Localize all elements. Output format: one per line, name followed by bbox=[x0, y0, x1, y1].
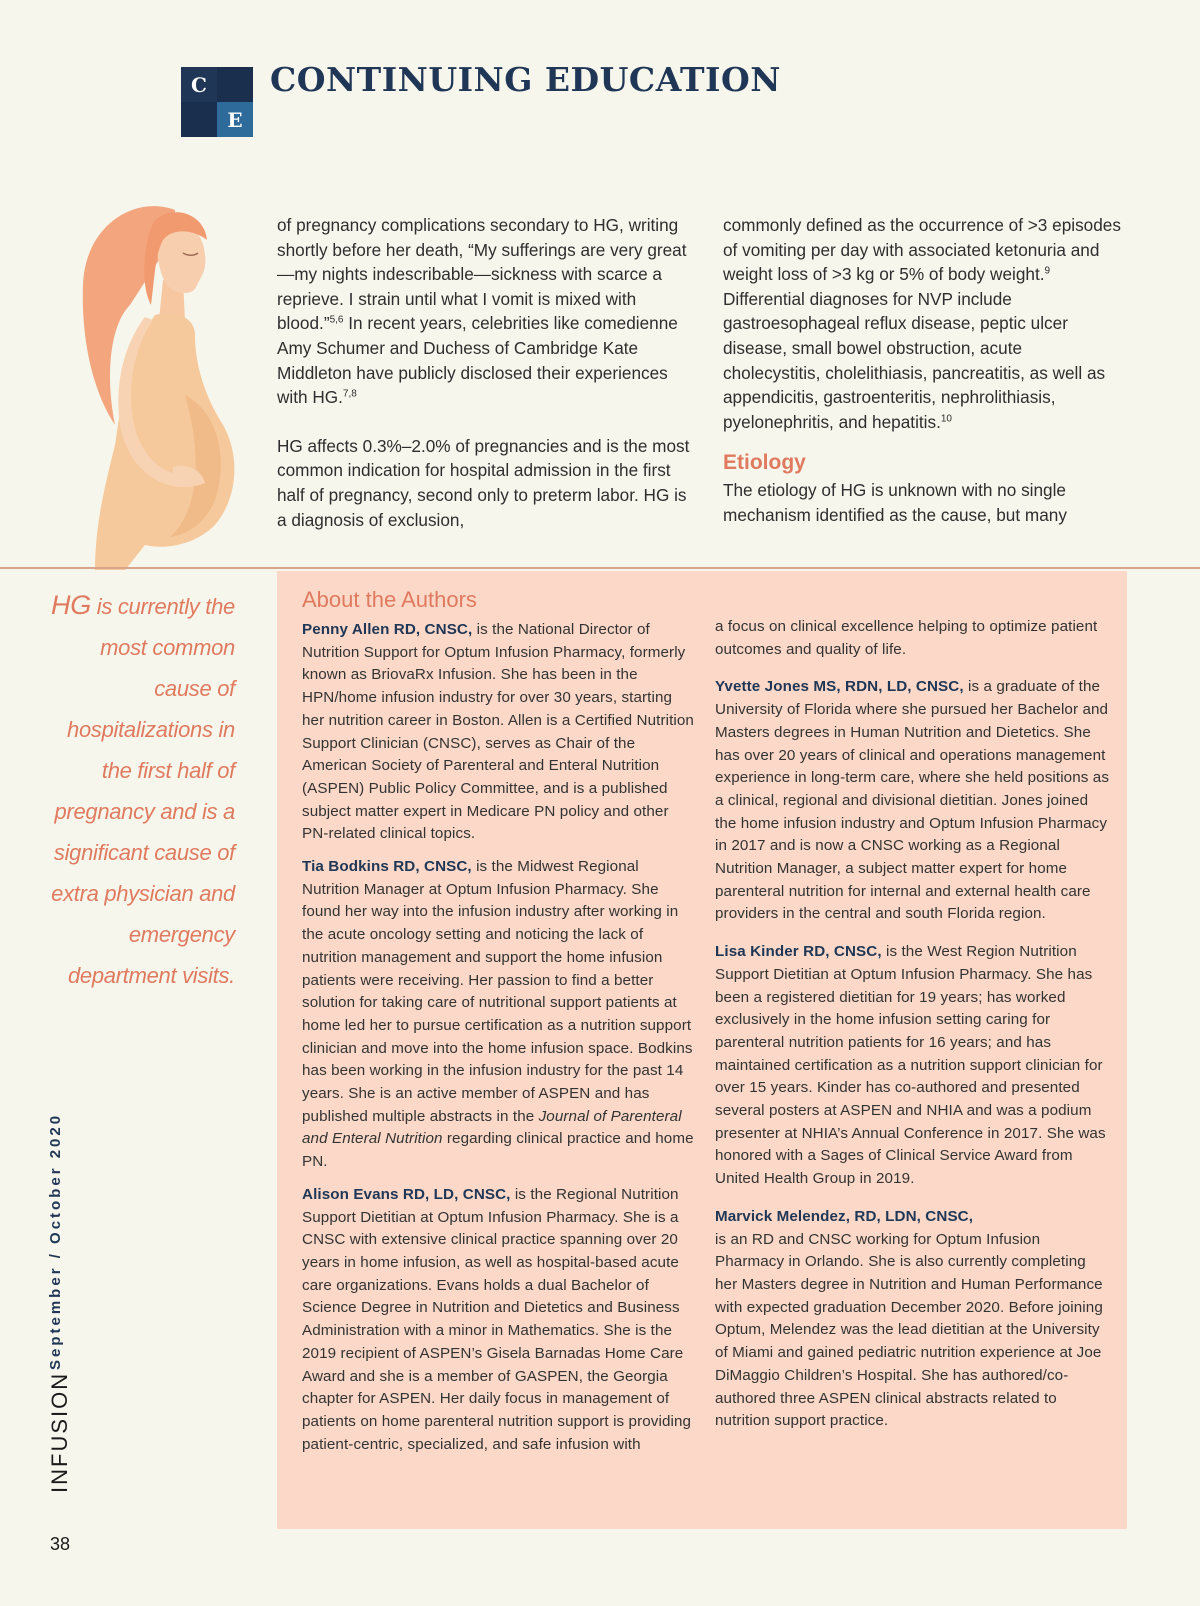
article-column-left bbox=[277, 213, 692, 556]
paragraph-text: In recent years, celebrities like comedienne Amy Schumer and Duchess of Cambridge Kate Middleton have publicly disclosed their experiences with HG. bbox=[277, 313, 678, 408]
author-name: Alison Evans RD, LD, CNSC, bbox=[302, 1185, 511, 1203]
authors-column-left bbox=[302, 619, 697, 1466]
author-bio-text: is the Regional Nutrition Support Dietitian at Optum Infusion Pharmacy. She is a CNSC with extensive clinical practice spanning over 20 years in home infusion, as well as hospital-based acute care organizations. Evans holds a dual Bachelor of Science Degree in Nutrition and Dietetics and Business Administration with a minor in Mathematics. She is the 2019 recipient of ASPEN’s Gisela Barnadas Home Care Award and she is a member of GASPEN, the Georgia chapter for ASPEN. Her daily focus in management of patients on home parenteral nutrition support is providing patient-centric, specialized, and safe infusion with bbox=[302, 1185, 692, 1453]
logo-letter-e: E bbox=[217, 102, 253, 137]
author-bio bbox=[302, 1184, 697, 1456]
pull-quote bbox=[40, 585, 235, 996]
article-paragraph bbox=[723, 213, 1123, 434]
author-bio-text: is an RD and CNSC working for Optum Infusion Pharmacy in Orlando. She is also currently completing her Masters degree in Nutrition and Human Performance with expected graduation December 2020. Before joining Optum, Melendez was the lead dietitian at the University of Miami and gained pediatric nutrition experience at Joe DiMaggio Children’s Hospital. She has authored/co-authored three ASPEN clinical abstracts related to nutrition support practice. bbox=[715, 1230, 1103, 1430]
author-name: Tia Bodkins RD, CNSC, bbox=[302, 858, 472, 876]
paragraph-text: commonly defined as the occurrence of >3 episodes of vomiting per day with associated ketonuria and weight loss of >3 kg or 5% of body weight. bbox=[723, 215, 1121, 285]
section-title: CONTINUING EDUCATION bbox=[270, 60, 781, 99]
author-bio-continued: a focus on clinical excellence helping to optimize patient outcomes and quality of life. bbox=[715, 618, 1098, 658]
logo-letter-c: C bbox=[181, 67, 217, 102]
ce-logo bbox=[181, 67, 253, 138]
logo-block bbox=[217, 67, 253, 102]
author-bio bbox=[715, 941, 1110, 1191]
article-paragraph bbox=[277, 213, 692, 410]
magazine-logo: INFUSION bbox=[47, 1371, 72, 1493]
paragraph-text: Differential diagnoses for NVP include gastroesophageal reflux disease, peptic ulcer disease, small bowel obstruction, acute cholecystitis, cholelithiasis, pancreatitis, as well as appendicitis, gastroenteritis, nephrolithiasis, pyelonephritis, and hepatitis. bbox=[723, 288, 1106, 432]
logo-block bbox=[181, 102, 217, 137]
author-bio bbox=[715, 676, 1110, 926]
horizontal-divider bbox=[0, 567, 1200, 569]
page-number: 38 bbox=[50, 1534, 71, 1554]
author-bio-text: is the West Region Nutrition Support Dietitian at Optum Infusion Pharmacy. She has been a registered dietitian for 19 years; has worked exclusively in the home infusion setting caring for parenteral nutrition patients for 16 years; and has maintained certification as a nutrition support clinician for over 15 years. Kinder has co-authored and presented several posters at ASPEN and NHIA and was a podium presenter at NHIA’s Annual Conference in 2017. She was honored with a Sages of Clinical Service Award from United Health Group in 2019. bbox=[715, 943, 1106, 1188]
author-bio-text: regarding clinical practice and home PN. bbox=[302, 1130, 694, 1171]
author-bio-text: is the Midwest Regional Nutrition Manager at Optum Infusion Pharmacy. She found her way into the infusion industry after working in the acute oncology setting and noticing the lack of nutrition management and support the home infusion patients were receiving. Her passion to find a better solution for taking care of nutritional support patients at home led her to pursue certification as a nutrition support clinician and move into the home infusion space. Bodkins has been working in the infusion industry for the past 14 years. She is an active member of ASPEN and has published multiple abstracts in the bbox=[302, 858, 693, 1125]
author-name: Yvette Jones MS, RDN, LD, CNSC, bbox=[715, 678, 964, 696]
reference-superscript: 9 bbox=[1044, 265, 1051, 277]
author-bio bbox=[302, 856, 697, 1174]
about-authors-title: About the Authors bbox=[302, 587, 477, 612]
etiology-heading: Etiology bbox=[723, 451, 806, 475]
reference-superscript: 10 bbox=[940, 413, 952, 425]
author-name: Penny Allen RD, CNSC, bbox=[302, 621, 473, 638]
article-column-right bbox=[723, 213, 1123, 552]
paragraph-text: of pregnancy complications secondary to HG, writing shortly before her death, “My sufferings are very great—my nights indescribable—sickness with scarce a reprieve. I strain until what I vomit is mixed with blood.” bbox=[277, 215, 687, 334]
article-paragraph: The etiology of HG is unknown with no single mechanism identified as the cause, but many bbox=[723, 480, 1067, 525]
author-bio bbox=[715, 1206, 1110, 1433]
reference-superscript: 5,6 bbox=[329, 314, 344, 326]
reference-superscript: 7,8 bbox=[342, 388, 357, 400]
author-name: Marvick Melendez, RD, LDN, CNSC, bbox=[715, 1207, 974, 1225]
pull-quote-text: is currently the most common cause of hospitalizations in the first half of pregnancy and is a significant cause of extra physician and emergency department visits. bbox=[51, 594, 235, 988]
issue-date: September / October 2020 bbox=[47, 1112, 64, 1370]
article-paragraph: HG affects 0.3%–2.0% of pregnancies and is the most common indication for hospital admission in the first half of pregnancy, second only to preterm labor. HG is a diagnosis of exclusion, bbox=[277, 435, 690, 530]
authors-column-right bbox=[715, 616, 1110, 1448]
pregnant-woman-illustration bbox=[55, 195, 245, 570]
author-name: Lisa Kinder RD, CNSC, bbox=[715, 943, 882, 961]
pull-quote-lead: HG bbox=[51, 590, 91, 620]
author-bio-text: is a graduate of the University of Florida where she pursued her Bachelor and Masters degrees in Human Nutrition and Dietetics. She has over 20 years of clinical and operations management experience in long-term care, where she held positions as a clinical, regional and divisional dietitian. Jones joined the home infusion industry and Optum Infusion Pharmacy in 2017 and is now a CNSC working as a Regional Nutrition Manager, a subject matter expert for home parenteral nutrition for internal and external health care providers in the central and south Florida region. bbox=[715, 678, 1110, 923]
author-bio-text: is the National Director of Nutrition Support for Optum Infusion Pharmacy, formerly known as BriovaRx Infusion. She has been in the HPN/home infusion industry for over 30 years, starting her nutrition career in Boston. Allen is a Certified Nutrition Support Clinician (CNSC), serves as Chair of the American Society of Parenteral and Enteral Nutrition (ASPEN) Public Policy Committee, and is a published subject matter expert in Medicare PN policy and other PN-related clinical topics. bbox=[302, 621, 694, 843]
journal-title: Journal of Parenteral and Enteral Nutrition bbox=[302, 1107, 682, 1148]
author-bio bbox=[302, 619, 697, 846]
